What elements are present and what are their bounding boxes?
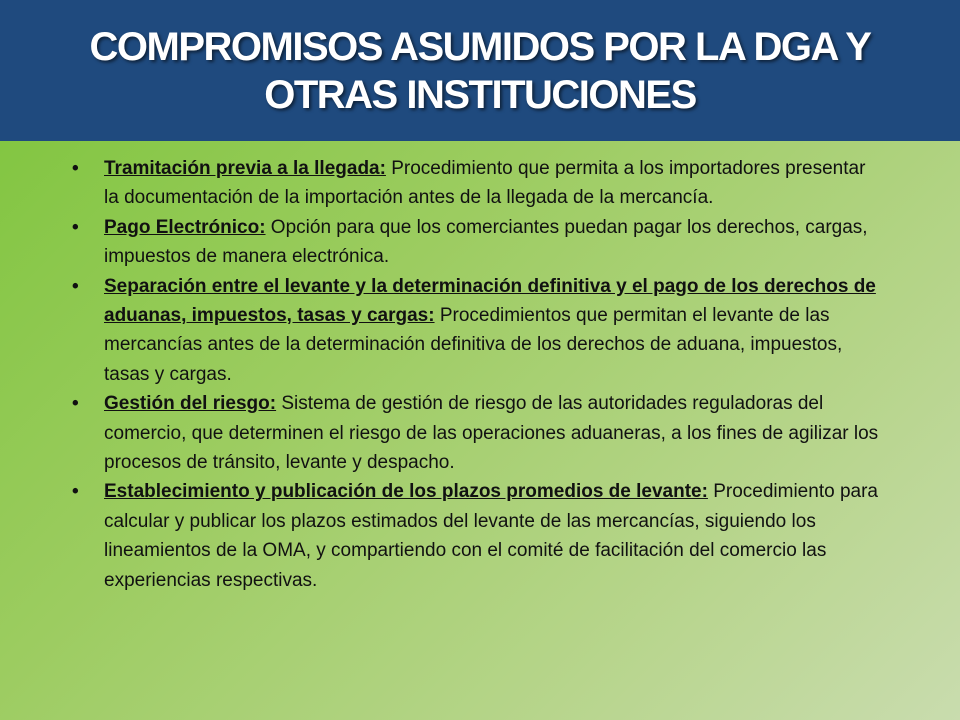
item-term: Gestión del riesgo:: [104, 393, 277, 415]
bullet-icon: •: [72, 481, 79, 503]
bullet-icon: •: [72, 393, 79, 415]
item-term: Establecimiento y publicación de los plazos promedios de levante:: [104, 481, 708, 503]
item-term: Separación entre el levante y la determinación definitiva y el pago de los derechos de aduanas, impuestos, tasas y cargas:: [104, 275, 876, 327]
bullet-icon: •: [72, 216, 79, 238]
list-item: [72, 389, 880, 477]
item-term: Tramitación previa a la llegada:: [104, 158, 386, 179]
item-text: Opción para que los comerciantes puedan pagar los derechos, cargas, impuestos de manera electrónica.: [104, 216, 868, 268]
list-item: [72, 154, 880, 213]
list-item: [72, 272, 880, 390]
slide-title: COMPROMISOS ASUMIDOS POR LA DGA Y OTRAS INSTITUCIONES: [89, 24, 871, 117]
item-text: Procedimiento para calcular y publicar los plazos estimados del levante de las mercancías, siguiendo los lineamientos de la OMA, y compartiendo con el comité de facilitación del comercio las experiencias respectivas.: [104, 481, 878, 591]
slide-content: [72, 154, 880, 595]
list-item: [72, 477, 880, 595]
bullet-icon: •: [72, 275, 79, 297]
title-bar: [0, 0, 960, 141]
list-item: [72, 213, 880, 272]
item-text: Procedimiento que permita a los importadores presentar la documentación de la importación antes de la llegada de la mercancía.: [104, 158, 866, 209]
item-text: Procedimientos que permitan el levante de las mercancías antes de la determinación definitiva de los derechos de aduana, impuestos, tasas y cargas.: [104, 305, 843, 385]
item-text: Sistema de gestión de riesgo de las autoridades reguladoras del comercio, que determinen el riesgo de las operaciones aduaneras, a los fines de agilizar los procesos de tránsito, levante y despacho.: [104, 393, 879, 474]
bullet-icon: •: [72, 158, 79, 179]
item-term: Pago Electrónico:: [104, 216, 266, 238]
bullet-list: [72, 154, 880, 595]
